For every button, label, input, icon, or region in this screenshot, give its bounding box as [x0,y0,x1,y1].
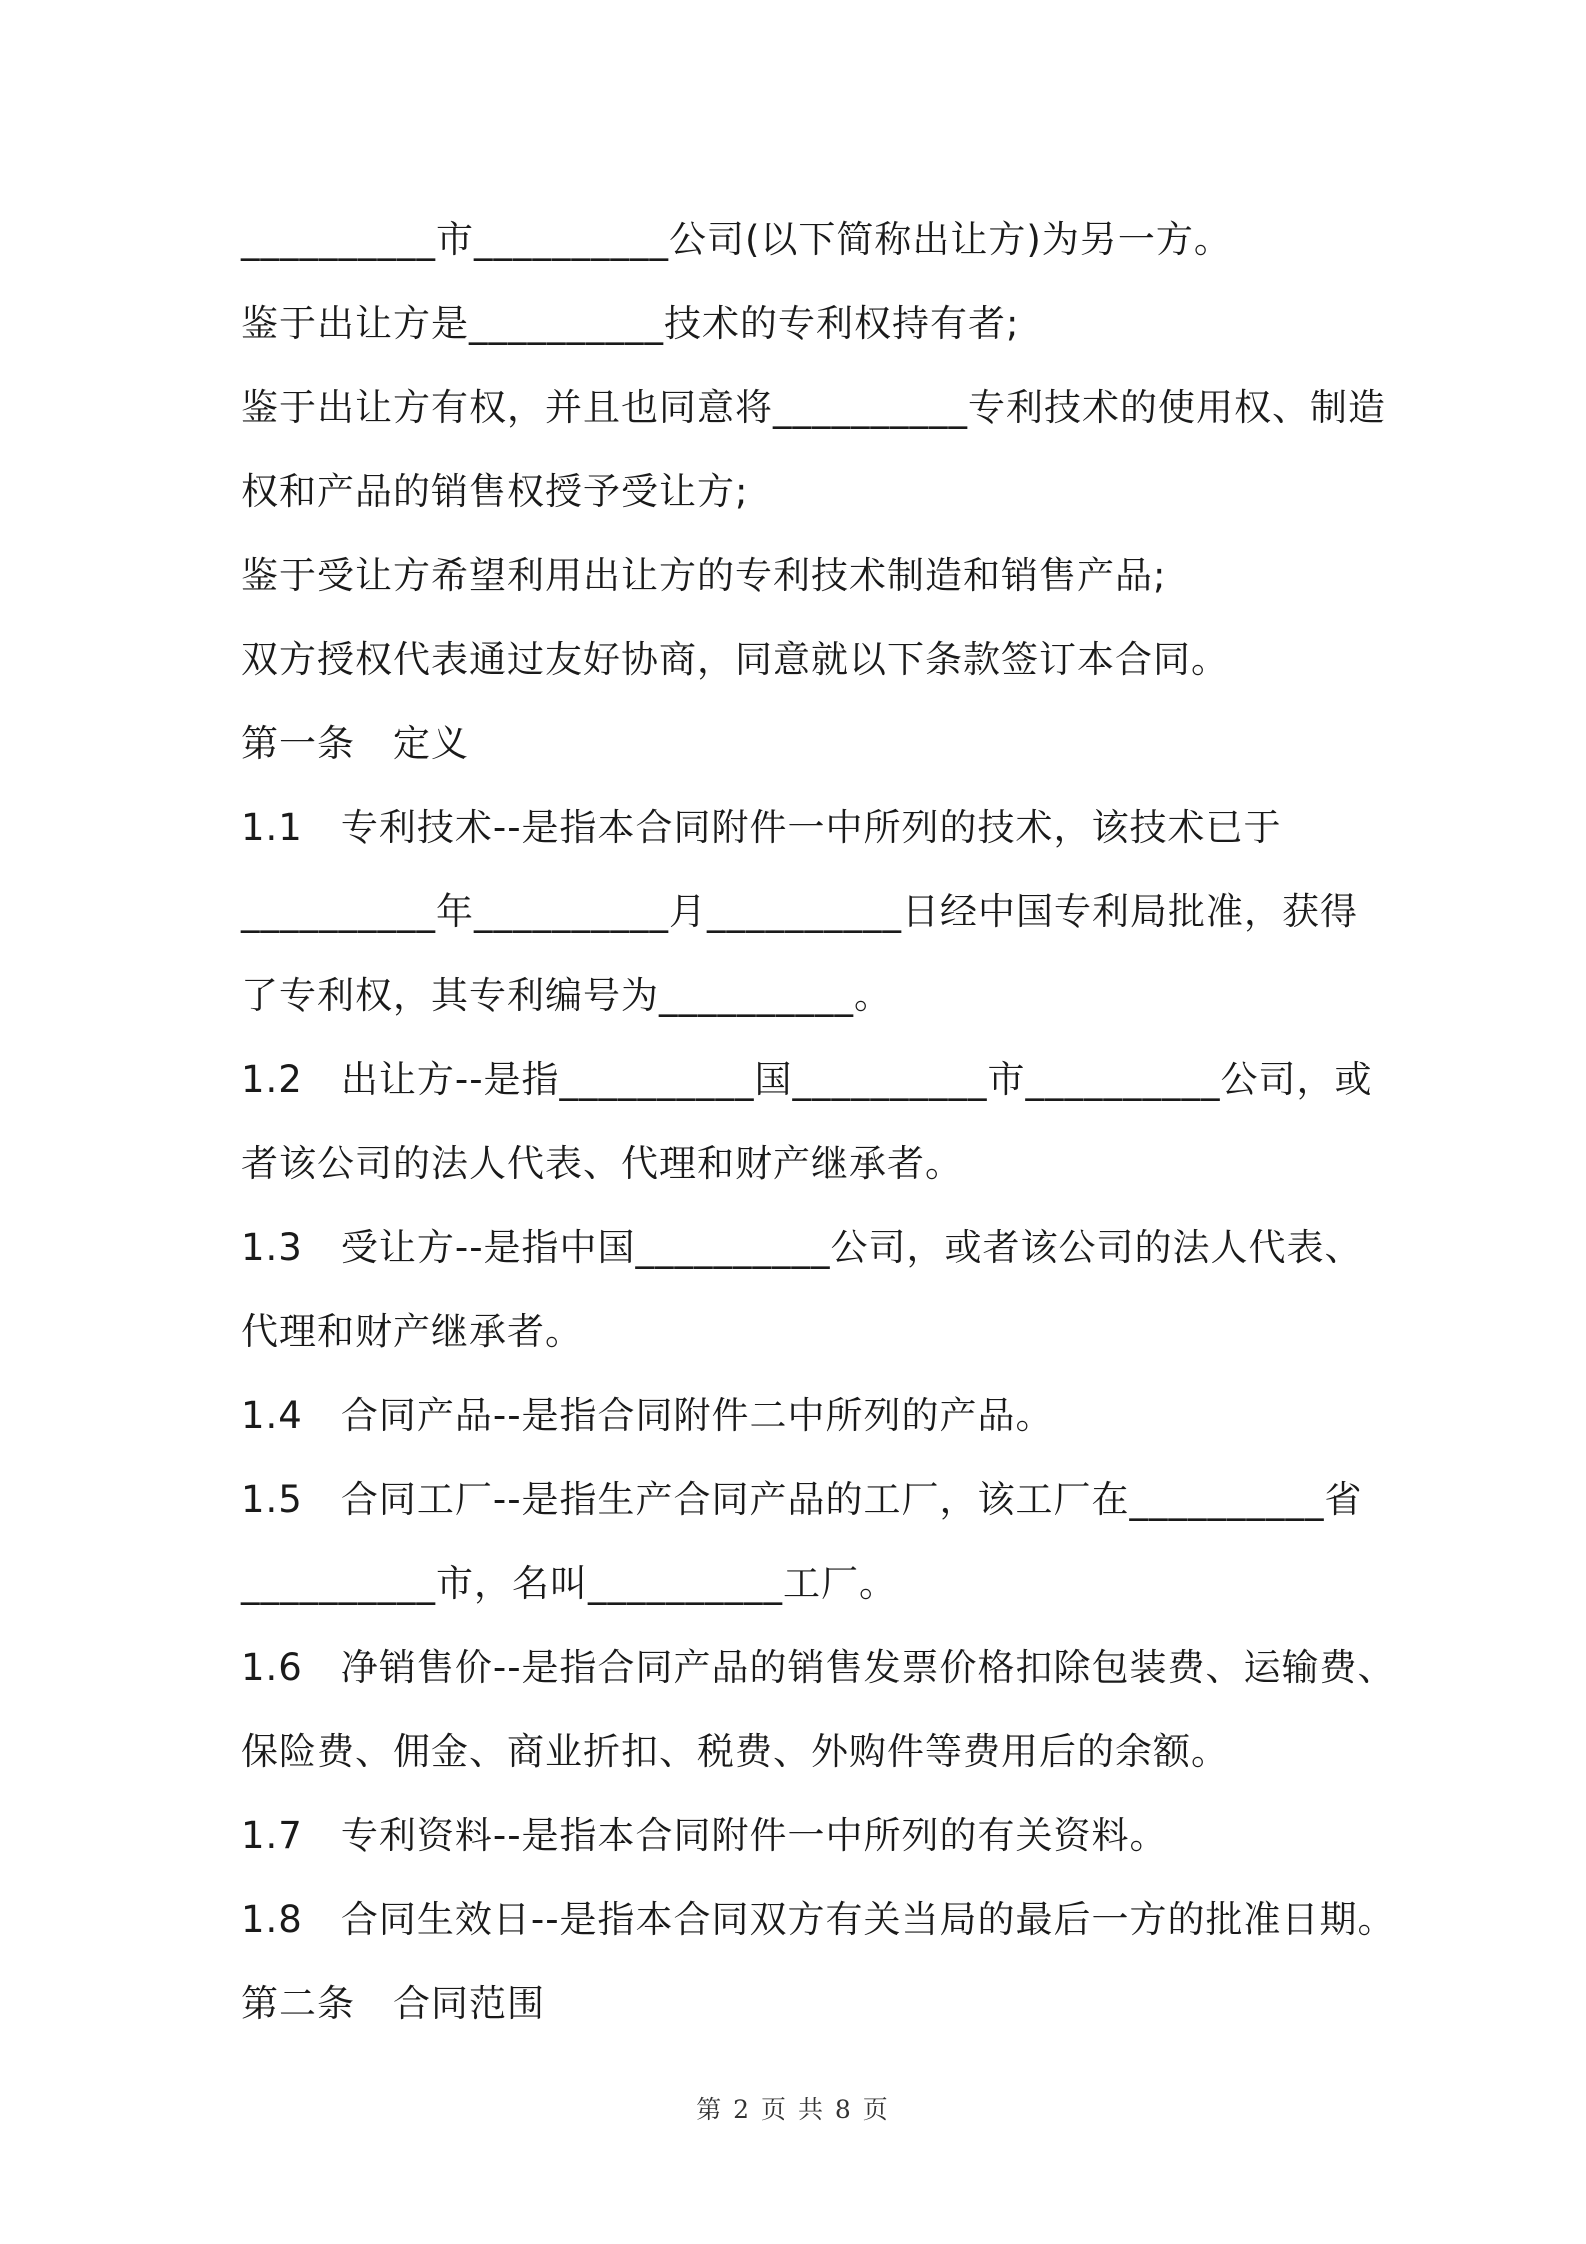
document-body [241,198,1396,2046]
text-line: __________年__________月__________日经中国专利局批准，获得 [241,890,1358,933]
text-line: 保险费、佣金、商业折扣、税费、外购件等费用后的余额。 [241,1730,1229,1773]
page-number-footer: 第 2 页 共 8 页 [696,2095,890,2124]
section-heading: 第一条 定义 [241,722,469,765]
clause-line: 1.5 合同工厂--是指生产合同产品的工厂，该工厂在__________省 [241,1478,1363,1521]
text-line: 权和产品的销售权授予受让方; [241,470,749,513]
clause-line: 1.4 合同产品--是指合同附件二中所列的产品。 [241,1394,1054,1437]
text-line: 代理和财产继承者。 [241,1310,583,1353]
clause-line: 1.3 受让方--是指中国__________公司，或者该公司的法人代表、 [241,1226,1363,1269]
clause-line: 1.6 净销售价--是指合同产品的销售发票价格扣除包装费、运输费、 [241,1646,1396,1689]
clause-line: 1.8 合同生效日--是指本合同双方有关当局的最后一方的批准日期。 [241,1898,1396,1941]
clause-line: 1.2 出让方--是指__________国__________市__________公司，或 [241,1058,1373,1101]
text-line: 者该公司的法人代表、代理和财产继承者。 [241,1142,963,1185]
section-heading: 第二条 合同范围 [241,1982,545,2025]
text-line: 鉴于出让方是__________技术的专利权持有者; [241,302,1020,345]
text-line: __________市__________公司(以下简称出让方)为另一方。 [241,218,1232,261]
clause-line: 1.1 专利技术--是指本合同附件一中所列的技术，该技术已于 [241,806,1282,849]
text-line: 鉴于出让方有权，并且也同意将__________专利技术的使用权、制造 [241,386,1386,429]
text-line: 了专利权，其专利编号为__________。 [241,974,892,1017]
text-line: __________市，名叫__________工厂。 [241,1562,897,1605]
text-line: 双方授权代表通过友好协商，同意就以下条款签订本合同。 [241,638,1229,681]
clause-line: 1.7 专利资料--是指本合同附件一中所列的有关资料。 [241,1814,1168,1857]
text-line: 鉴于受让方希望利用出让方的专利技术制造和销售产品; [241,554,1167,597]
